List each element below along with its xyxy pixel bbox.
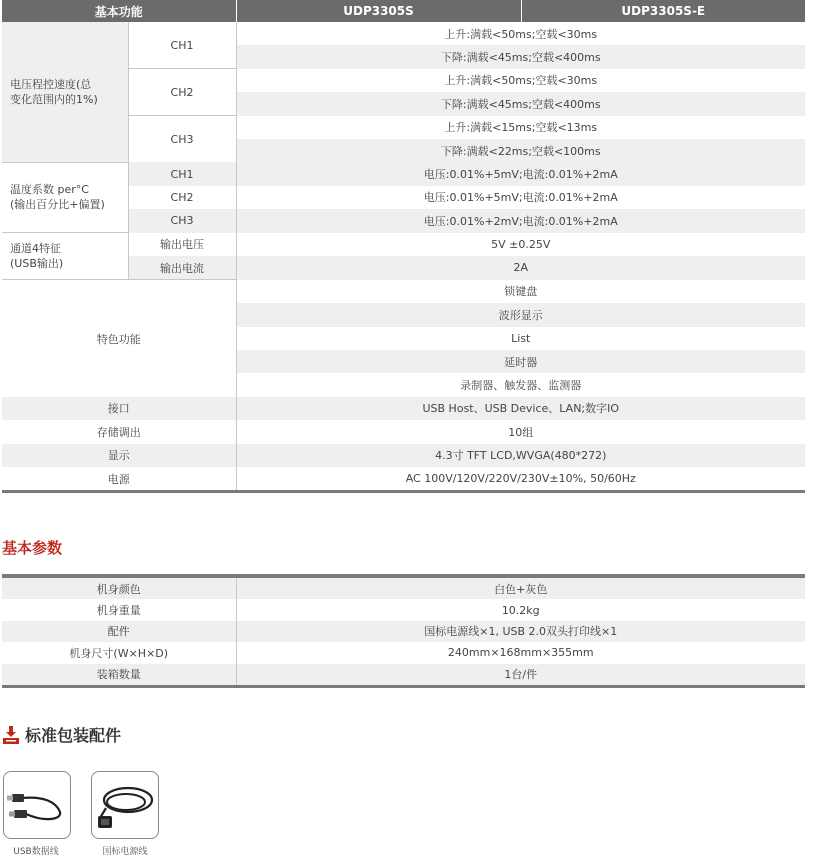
temp-ch1-value: 电压:0.01%+5mV;电流:0.01%+2mA: [236, 162, 805, 185]
param-value: 1台/件: [236, 664, 805, 687]
ch4-current-label: 输出电流: [128, 256, 236, 280]
ch2-label: CH2: [128, 69, 236, 116]
ch3-rise: 上升:满载<15ms;空载<13ms: [236, 116, 805, 139]
param-value: 240mm×168mm×355mm: [236, 642, 805, 663]
display-value: 4.3寸 TFT LCD,WVGA(480*272): [236, 444, 805, 467]
storage-value: 10组: [236, 420, 805, 443]
ch4-current-value: 2A: [236, 256, 805, 280]
table-row: [2, 397, 805, 420]
ch3-label: CH3: [128, 116, 236, 163]
table-row: [2, 664, 805, 687]
ch1-rise: 上升:满载<50ms;空载<30ms: [236, 22, 805, 45]
table-row: [2, 22, 805, 45]
temp-coef-label: 温度系数 per°C (输出百分比+偏置): [2, 162, 128, 232]
accessories-section-title: [3, 723, 121, 746]
param-value: 白色+灰色: [236, 576, 805, 599]
power-label: 电源: [2, 467, 236, 492]
temp-ch2-label: CH2: [128, 186, 236, 209]
ch3-fall: 下降:满载<22ms;空载<100ms: [236, 139, 805, 162]
table-row: [2, 621, 805, 642]
header-basic-function: 基本功能: [2, 0, 236, 22]
package-download-icon: [3, 726, 19, 744]
ch2-rise: 上升:满载<50ms;空载<30ms: [236, 69, 805, 92]
param-value: 国标电源线×1, USB 2.0双头打印线×1: [236, 621, 805, 642]
ch4-voltage-value: 5V ±0.25V: [236, 233, 805, 256]
feature-item: 录制器、触发器、监测器: [236, 373, 805, 396]
feature-item: List: [236, 327, 805, 350]
table-row: [2, 599, 805, 620]
table-row: [2, 642, 805, 663]
param-label: 配件: [2, 621, 236, 642]
param-value: 10.2kg: [236, 599, 805, 620]
feature-item: 锁键盘: [236, 280, 805, 303]
ch1-label: CH1: [128, 22, 236, 69]
voltage-speed-label: 电压程控速度(总 变化范围内的1%): [2, 22, 128, 162]
usb-cable-icon: [4, 772, 70, 838]
power-cable-caption: 国标电源线: [102, 847, 148, 857]
display-label: 显示: [2, 444, 236, 467]
params-section-title: 基本参数: [2, 539, 63, 557]
header-udp3305s-e: UDP3305S-E: [521, 0, 805, 22]
feature-item: 波形显示: [236, 303, 805, 326]
accessories-title-text: 标准包装配件: [25, 726, 122, 745]
table-row: [2, 576, 805, 599]
ch2-fall: 下降:满载<45ms;空载<400ms: [236, 92, 805, 115]
interface-value: USB Host、USB Device、LAN;数字IO: [236, 397, 805, 420]
table-row: [2, 467, 805, 492]
table-row: [2, 444, 805, 467]
spec-header-row: [2, 0, 805, 22]
header-udp3305s: UDP3305S: [236, 0, 521, 22]
features-label: 特色功能: [2, 280, 236, 397]
table-row: [2, 280, 805, 303]
param-label: 机身颜色: [2, 576, 236, 599]
ch4-label: 通道4特征 (USB输出): [2, 233, 128, 280]
table-row: [2, 420, 805, 443]
param-label: 装箱数量: [2, 664, 236, 687]
power-value: AC 100V/120V/220V/230V±10%, 50/60Hz: [236, 467, 805, 492]
param-label: 机身尺寸(W×H×D): [69, 646, 169, 660]
temp-ch1-label: CH1: [128, 162, 236, 185]
usb-cable-caption: USB数据线: [13, 847, 59, 857]
temp-ch2-value: 电压:0.01%+5mV;电流:0.01%+2mA: [236, 186, 805, 209]
interface-label: 接口: [2, 397, 236, 420]
power-cable-card: [91, 771, 159, 839]
table-row: [2, 162, 805, 185]
storage-label: 存储调出: [2, 420, 236, 443]
spec-table: [2, 0, 805, 493]
temp-ch3-value: 电压:0.01%+2mV;电流:0.01%+2mA: [236, 209, 805, 232]
table-row: [2, 233, 805, 256]
params-table: [2, 574, 805, 688]
ch1-fall: 下降:满载<45ms;空载<400ms: [236, 45, 805, 68]
usb-cable-card: [3, 771, 71, 839]
power-cable-icon: [92, 772, 158, 838]
ch4-voltage-label: 输出电压: [128, 233, 236, 256]
temp-ch3-label: CH3: [128, 209, 236, 232]
feature-item: 延时器: [236, 350, 805, 373]
param-label: 机身重量: [96, 604, 141, 618]
